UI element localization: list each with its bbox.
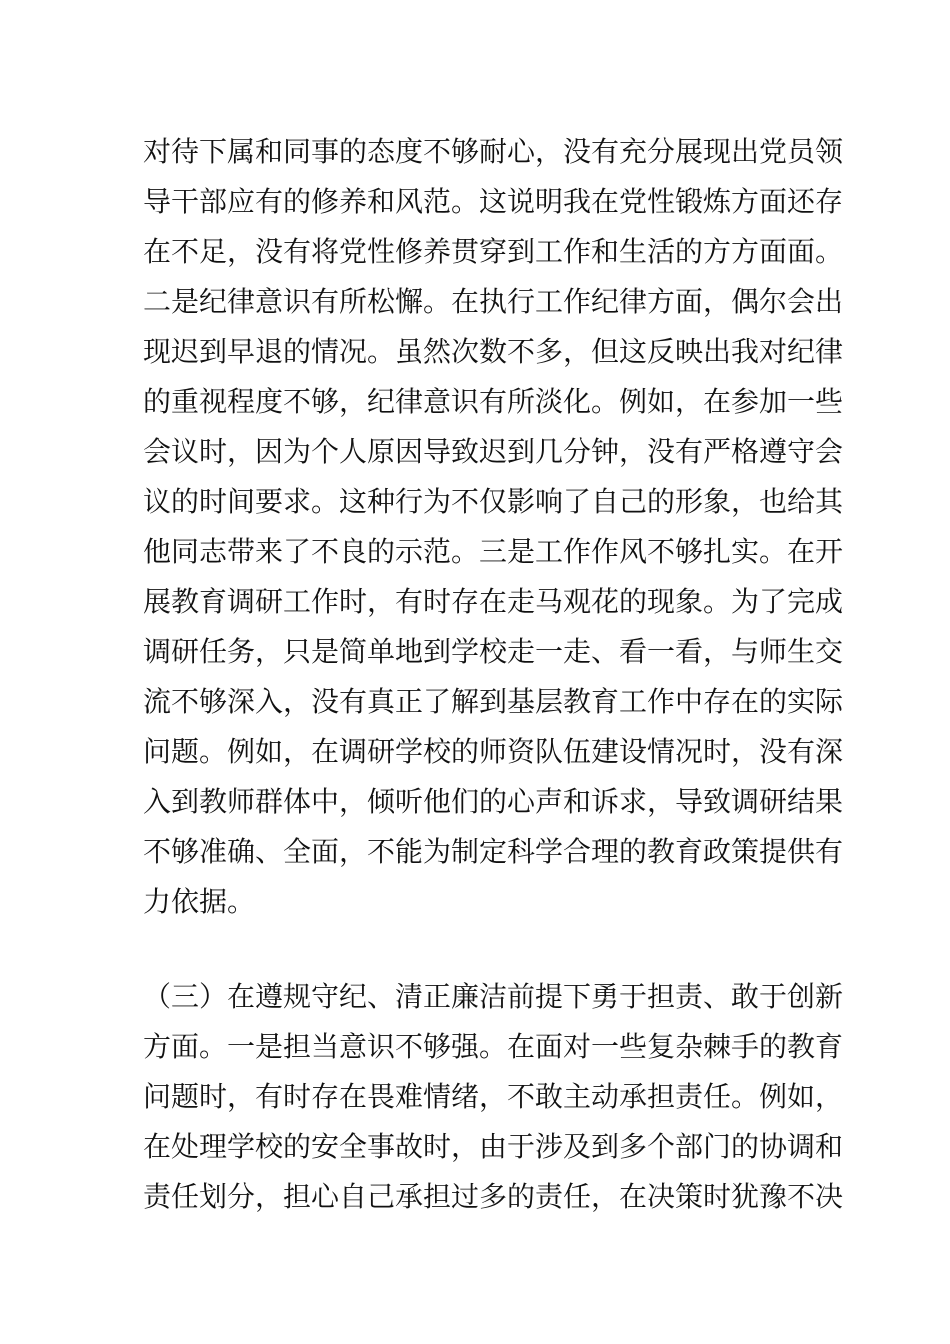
text-line: 会议时，因为个人原因导致迟到几分钟，没有严格遵守会 [143, 435, 844, 468]
text-line: 在处理学校的安全事故时，由于涉及到多个部门的协调和 [143, 1130, 844, 1163]
text-line: 现迟到早退的情况。虽然次数不多，但这反映出我对纪律 [143, 335, 844, 368]
text-line: 入到教师群体中，倾听他们的心声和诉求，导致调研结果 [143, 785, 844, 818]
text-line: 责任划分，担心自己承担过多的责任，在决策时犹豫不决 [143, 1180, 844, 1213]
text-line: 不够准确、全面，不能为制定科学合理的教育政策提供有 [143, 835, 844, 868]
text-line: 方面。一是担当意识不够强。在面对一些复杂棘手的教育 [143, 1030, 844, 1063]
text-line: 问题时，有时存在畏难情绪，不敢主动承担责任。例如， [143, 1080, 844, 1113]
text-line: （三）在遵规守纪、清正廉洁前提下勇于担责、敢于创新 [143, 980, 844, 1013]
text-line: 在不足，没有将党性修养贯穿到工作和生活的方方面面。 [143, 235, 844, 268]
text-line: 导干部应有的修养和风范。这说明我在党性锻炼方面还存 [143, 185, 844, 218]
text-line: 他同志带来了不良的示范。三是工作作风不够扎实。在开 [143, 535, 844, 568]
text-line: 二是纪律意识有所松懈。在执行工作纪律方面，偶尔会出 [143, 285, 844, 318]
body-paragraph [143, 127, 844, 927]
text-line: 的重视程度不够，纪律意识有所淡化。例如，在参加一些 [143, 385, 844, 418]
text-line: 力依据。 [143, 885, 256, 918]
section-paragraph [143, 972, 844, 1222]
text-line: 议的时间要求。这种行为不仅影响了自己的形象，也给其 [143, 485, 844, 518]
text-line: 展教育调研工作时，有时存在走马观花的现象。为了完成 [143, 585, 844, 618]
text-line: 调研任务，只是简单地到学校走一走、看一看，与师生交 [143, 635, 844, 668]
text-line: 对待下属和同事的态度不够耐心，没有充分展现出党员领 [143, 135, 844, 168]
text-line: 问题。例如，在调研学校的师资队伍建设情况时，没有深 [143, 735, 844, 768]
text-line: 流不够深入，没有真正了解到基层教育工作中存在的实际 [143, 685, 844, 718]
